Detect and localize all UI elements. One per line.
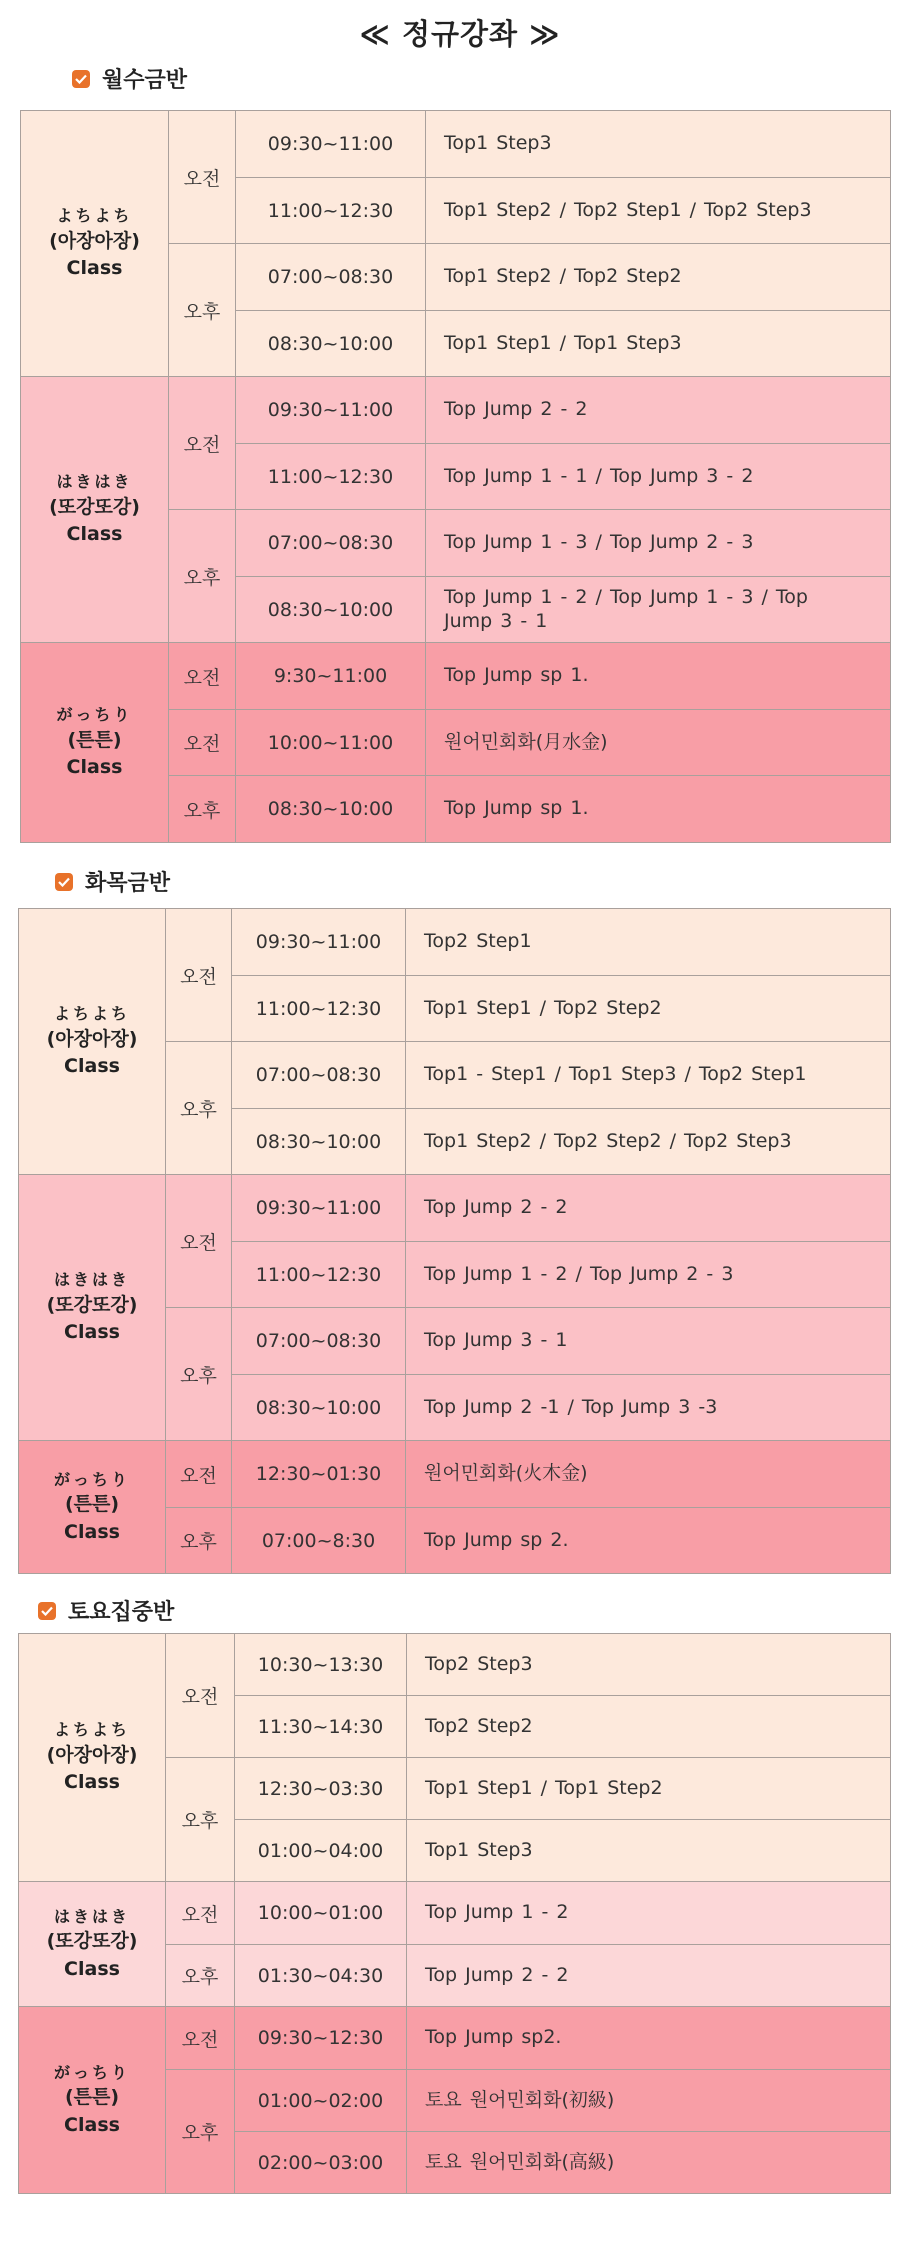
course-cell: Top2 Step1 <box>406 909 891 976</box>
period-cell: 오후 <box>166 1758 235 1882</box>
class-name-cell: よちよち (아장아장) Class <box>19 1634 166 1882</box>
checkbox-icon <box>72 70 90 88</box>
course-cell: Top Jump 1 - 2 / Top Jump 1 - 3 / Top Jump 3 - 1 <box>426 577 891 643</box>
time-cell: 11:00~12:30 <box>236 178 426 244</box>
time-cell: 08:30~10:00 <box>232 1109 406 1175</box>
section-heading <box>38 1595 174 1626</box>
course-cell: Top Jump 1 - 2 <box>407 1882 891 1945</box>
period-cell: 오후 <box>166 1945 235 2007</box>
class-name-cell: はきはき (또강또강) Class <box>19 1175 166 1441</box>
time-cell: 07:00~8:30 <box>232 1508 406 1574</box>
checkbox-icon <box>38 1602 56 1620</box>
time-cell: 9:30~11:00 <box>236 643 426 710</box>
course-cell: Top Jump 3 - 1 <box>406 1308 891 1375</box>
course-cell: 원어민회화(火木金) <box>406 1441 891 1508</box>
class-name-cell: がっちり (튼튼) Class <box>19 2007 166 2194</box>
course-cell: Top1 Step1 / Top1 Step3 <box>426 311 891 377</box>
time-cell: 09:30~11:00 <box>236 111 426 178</box>
time-cell: 10:00~11:00 <box>236 710 426 776</box>
table-row <box>19 2007 891 2070</box>
period-cell: 오전 <box>169 377 236 510</box>
table-row <box>19 1634 891 1696</box>
schedule-table <box>18 1633 891 2194</box>
schedule-table <box>18 908 891 1574</box>
time-cell: 08:30~10:00 <box>236 577 426 643</box>
section-title: 화목금반 <box>85 871 171 896</box>
time-cell: 08:30~10:00 <box>236 311 426 377</box>
course-cell: Top1 Step3 <box>407 1820 891 1882</box>
period-cell: 오후 <box>169 244 236 377</box>
time-cell: 07:00~08:30 <box>232 1308 406 1375</box>
checkbox-icon <box>55 873 73 891</box>
table-row <box>19 1882 891 1945</box>
course-cell: Top Jump 2 - 2 <box>426 377 891 444</box>
course-cell: Top Jump 1 - 3 / Top Jump 2 - 3 <box>426 510 891 577</box>
time-cell: 09:30~11:00 <box>232 909 406 976</box>
time-cell: 07:00~08:30 <box>236 510 426 577</box>
period-cell: 오후 <box>169 510 236 643</box>
class-name-cell: がっちり (튼튼) Class <box>21 643 169 843</box>
course-cell: Top Jump 1 - 1 / Top Jump 3 - 2 <box>426 444 891 510</box>
time-cell: 10:00~01:00 <box>235 1882 407 1945</box>
period-cell: 오후 <box>166 1508 232 1574</box>
class-name-cell: はきはき (또강또강) Class <box>19 1882 166 2007</box>
period-cell: 오전 <box>169 643 236 710</box>
course-cell: Top1 Step2 / Top2 Step2 <box>426 244 891 311</box>
class-name-cell: はきはき (또강또강) Class <box>21 377 169 643</box>
class-name-cell: よちよち (아장아장) Class <box>21 111 169 377</box>
time-cell: 02:00~03:00 <box>235 2132 407 2194</box>
course-cell: Top1 Step1 / Top2 Step2 <box>406 976 891 1042</box>
time-cell: 10:30~13:30 <box>235 1634 407 1696</box>
time-cell: 01:00~04:00 <box>235 1820 407 1882</box>
section-heading <box>72 63 187 94</box>
table-row <box>19 1441 891 1508</box>
time-cell: 09:30~12:30 <box>235 2007 407 2070</box>
time-cell: 01:00~02:00 <box>235 2070 407 2132</box>
course-cell: Top Jump sp 1. <box>426 643 891 710</box>
class-name-cell: がっちり (튼튼) Class <box>19 1441 166 1574</box>
section-title: 월수금반 <box>102 68 188 93</box>
period-cell: 오전 <box>166 1634 235 1758</box>
course-cell: Top1 - Step1 / Top1 Step3 / Top2 Step1 <box>406 1042 891 1109</box>
schedule-table <box>20 110 891 843</box>
course-cell: Top Jump sp 2. <box>406 1508 891 1574</box>
course-cell: Top1 Step1 / Top1 Step2 <box>407 1758 891 1820</box>
time-cell: 09:30~11:00 <box>232 1175 406 1242</box>
table-row <box>19 1175 891 1242</box>
time-cell: 09:30~11:00 <box>236 377 426 444</box>
time-cell: 11:00~12:30 <box>232 1242 406 1308</box>
time-cell: 08:30~10:00 <box>232 1375 406 1441</box>
course-cell: Top Jump 2 -1 / Top Jump 3 -3 <box>406 1375 891 1441</box>
table-row <box>21 111 891 178</box>
table-row <box>21 377 891 444</box>
course-cell: Top1 Step2 / Top2 Step1 / Top2 Step3 <box>426 178 891 244</box>
section-heading <box>55 866 170 897</box>
course-cell: Top2 Step2 <box>407 1696 891 1758</box>
period-cell: 오전 <box>166 1882 235 1945</box>
period-cell: 오전 <box>166 1441 232 1508</box>
time-cell: 11:00~12:30 <box>236 444 426 510</box>
class-name-cell: よちよち (아장아장) Class <box>19 909 166 1175</box>
course-cell: Top1 Step3 <box>426 111 891 178</box>
time-cell: 12:30~01:30 <box>232 1441 406 1508</box>
course-cell: 토요 원어민회화(高級) <box>407 2132 891 2194</box>
period-cell: 오후 <box>169 776 236 843</box>
course-cell: Top Jump 2 - 2 <box>406 1175 891 1242</box>
time-cell: 07:00~08:30 <box>232 1042 406 1109</box>
course-cell: 토요 원어민회화(初級) <box>407 2070 891 2132</box>
period-cell: 오후 <box>166 1308 232 1441</box>
table-row <box>19 909 891 976</box>
time-cell: 12:30~03:30 <box>235 1758 407 1820</box>
time-cell: 08:30~10:00 <box>236 776 426 843</box>
time-cell: 11:00~12:30 <box>232 976 406 1042</box>
course-cell: Top2 Step3 <box>407 1634 891 1696</box>
page-title: ≪ 정규강좌 ≫ <box>359 17 561 51</box>
time-cell: 01:30~04:30 <box>235 1945 407 2007</box>
course-cell: Top Jump sp 1. <box>426 776 891 843</box>
course-cell: Top1 Step2 / Top2 Step2 / Top2 Step3 <box>406 1109 891 1175</box>
course-cell: Top Jump 2 - 2 <box>407 1945 891 2007</box>
period-cell: 오후 <box>166 2070 235 2194</box>
time-cell: 07:00~08:30 <box>236 244 426 311</box>
period-cell: 오전 <box>169 710 236 776</box>
period-cell: 오전 <box>166 2007 235 2070</box>
period-cell: 오전 <box>166 909 232 1042</box>
table-row <box>21 643 891 710</box>
course-cell: 원어민회화(月水金) <box>426 710 891 776</box>
time-cell: 11:30~14:30 <box>235 1696 407 1758</box>
section-title: 토요집중반 <box>68 1600 175 1625</box>
course-cell: Top Jump 1 - 2 / Top Jump 2 - 3 <box>406 1242 891 1308</box>
period-cell: 오전 <box>169 111 236 244</box>
period-cell: 오후 <box>166 1042 232 1175</box>
period-cell: 오전 <box>166 1175 232 1308</box>
course-cell: Top Jump sp2. <box>407 2007 891 2070</box>
